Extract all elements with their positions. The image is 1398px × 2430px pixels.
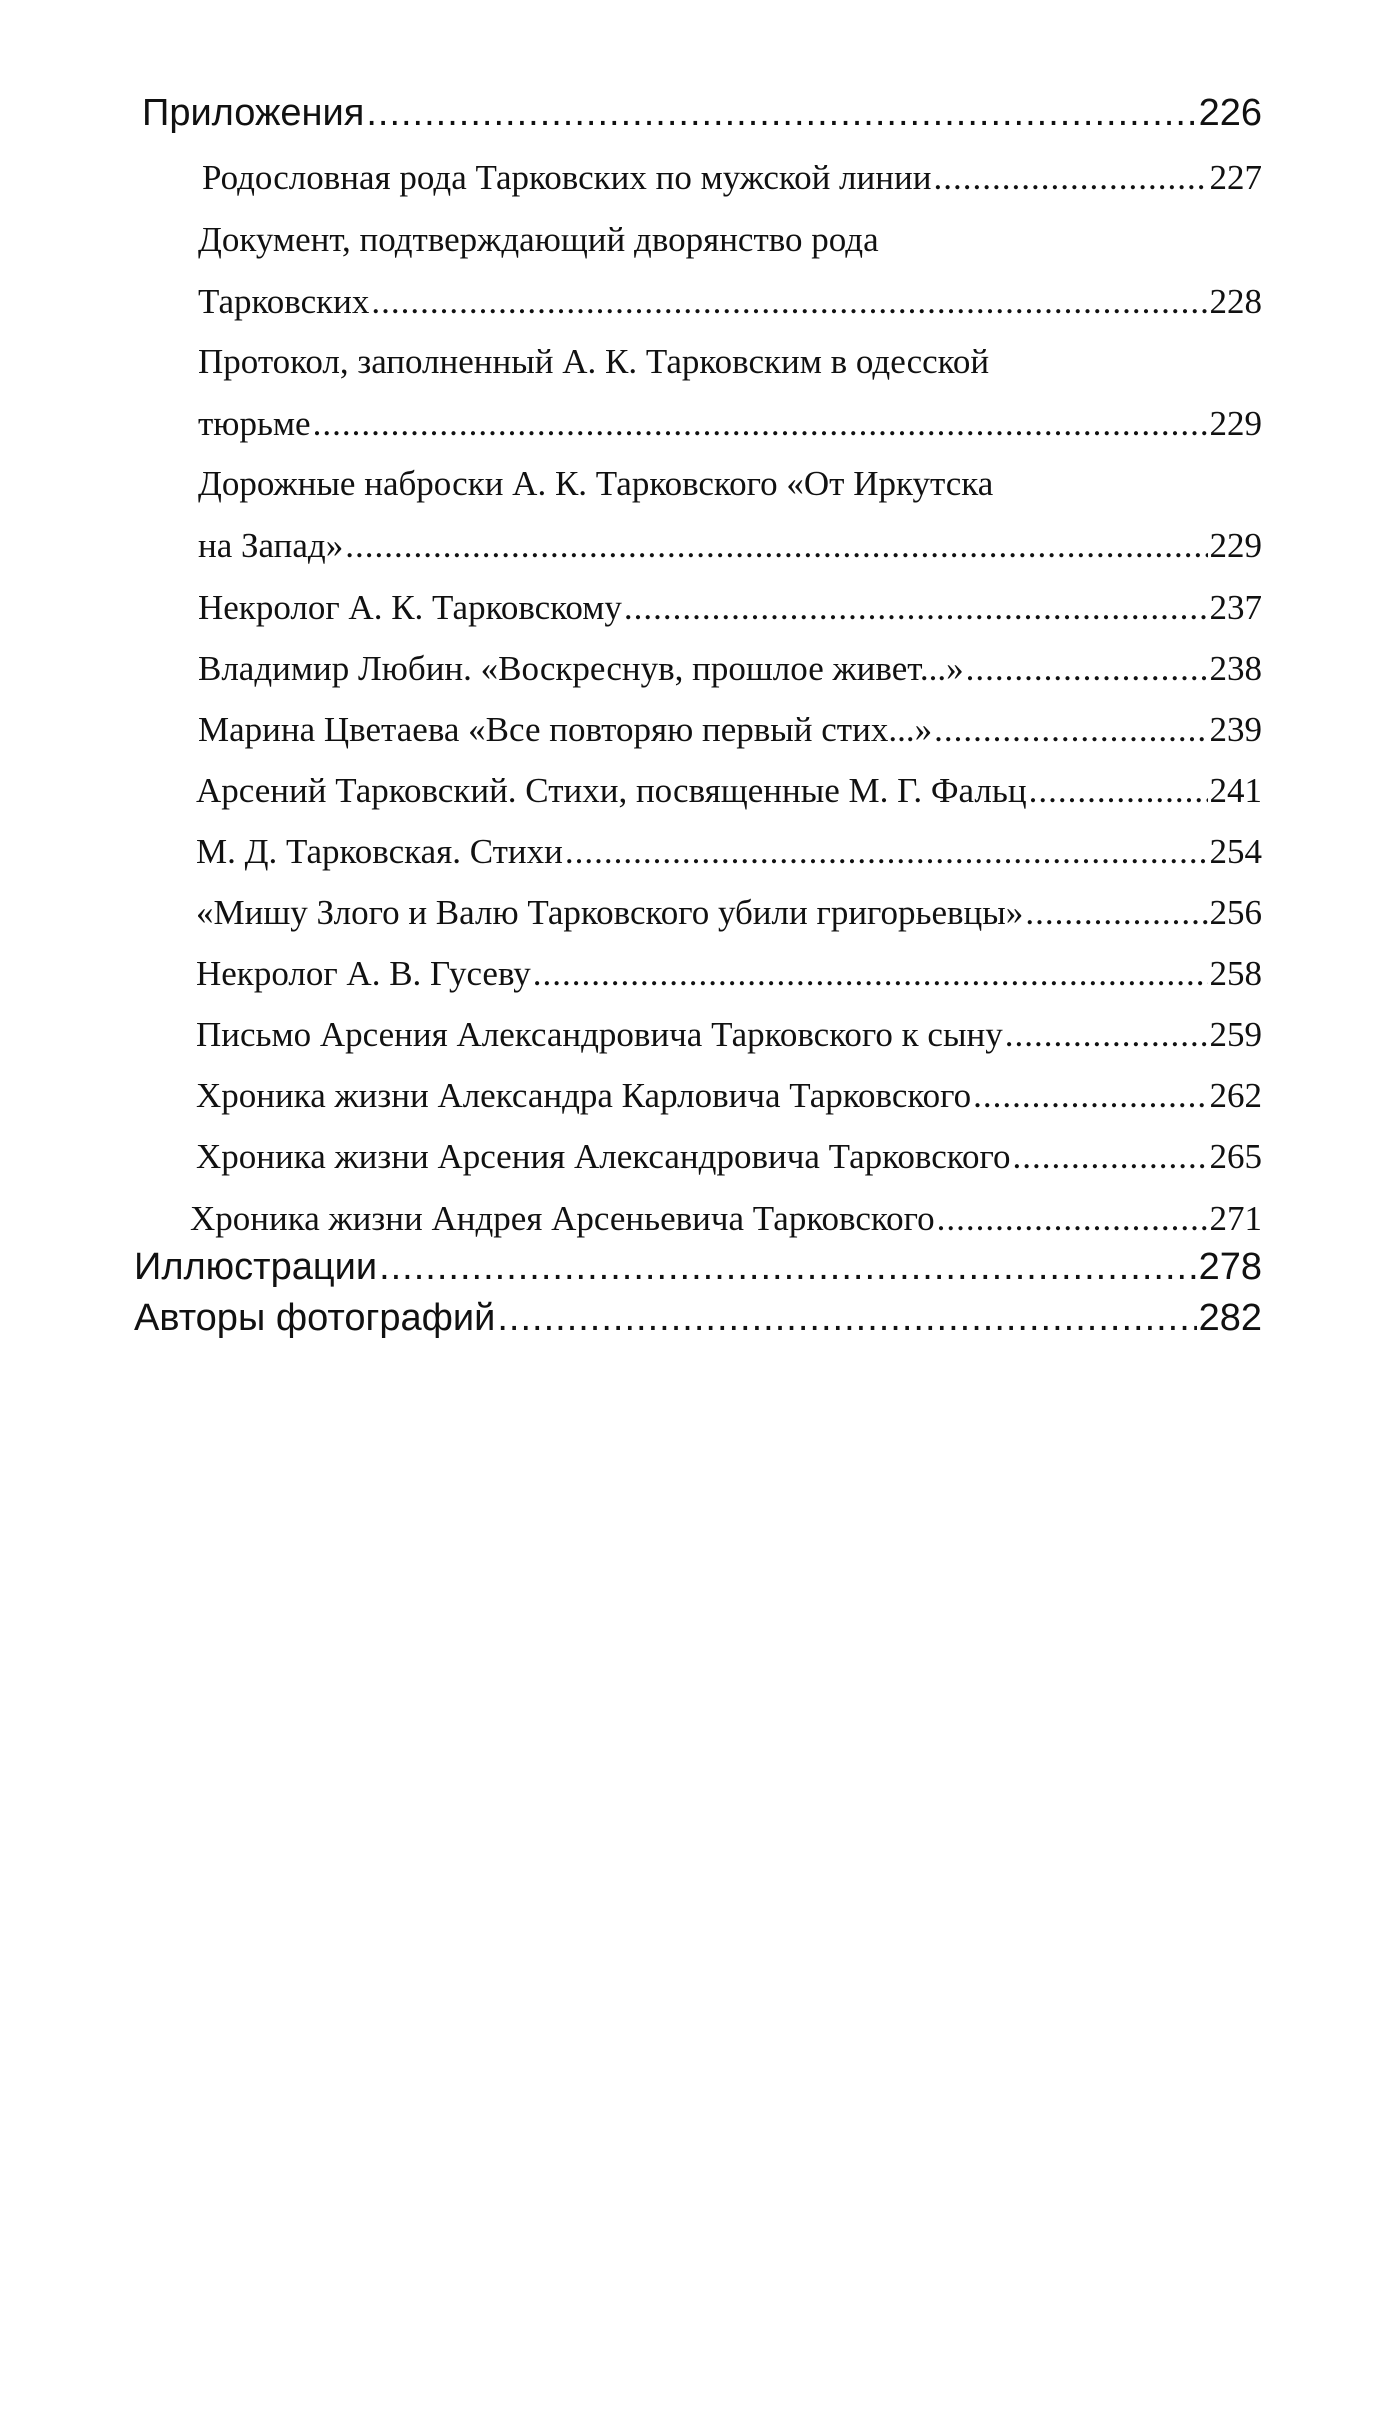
- toc-entry-page: 228: [1209, 282, 1262, 321]
- dot-leader: [533, 954, 1208, 994]
- toc-entry-appendices: [142, 92, 1262, 144]
- dot-leader: [379, 1246, 1197, 1289]
- toc-entry: [198, 588, 1262, 638]
- toc-entry-title: Авторы фотографий: [134, 1297, 496, 1339]
- dot-leader: [1025, 893, 1207, 933]
- toc-entry: [196, 1076, 1262, 1126]
- toc-entry-page: 271: [1209, 1199, 1262, 1238]
- toc-entry-page: 226: [1198, 92, 1262, 134]
- toc-entry: [202, 158, 1262, 208]
- toc-entry-title: Некролог А. К. Тарковскому: [198, 588, 622, 627]
- toc-entry-page: 265: [1209, 1137, 1262, 1176]
- toc-entry-page: 229: [1209, 404, 1262, 443]
- toc-entry: [196, 954, 1262, 1004]
- dot-leader: [1005, 1015, 1208, 1055]
- toc-entry-page: 238: [1209, 649, 1262, 688]
- dot-leader: [497, 1297, 1196, 1340]
- toc-entry: [198, 710, 1262, 760]
- toc-entry-title: Приложения: [142, 92, 365, 134]
- dot-leader: [973, 1076, 1207, 1116]
- dot-leader: [1029, 771, 1208, 811]
- toc-entry-title: М. Д. Тарковская. Стихи: [196, 832, 563, 871]
- toc-entry-title: Родословная рода Тарковских по мужской линии: [202, 158, 932, 197]
- toc-entry: [196, 1015, 1262, 1065]
- toc-entry-title: Некролог А. В. Гусеву: [196, 954, 531, 993]
- dot-leader: [366, 92, 1196, 135]
- dot-leader: [565, 832, 1208, 872]
- dot-leader: [371, 282, 1207, 322]
- toc-entry-line1: [198, 220, 1258, 270]
- toc-entry-line1: [198, 342, 1258, 392]
- toc-entry: [196, 771, 1262, 821]
- toc-entry-title: Дорожные наброски А. К. Тарковского «От Иркутска: [198, 464, 994, 503]
- toc-entry: [196, 1137, 1262, 1187]
- toc-entry-title: тюрьме: [198, 404, 311, 443]
- toc-entry-title: Документ, подтверждающий дворянство рода: [198, 220, 879, 259]
- toc-entry-title: Тарковских: [198, 282, 370, 321]
- toc-entry-title: Хроника жизни Александра Карловича Тарковского: [196, 1076, 972, 1115]
- toc-entry-page: 237: [1209, 588, 1262, 627]
- toc-entry-page: 262: [1209, 1076, 1262, 1115]
- toc-entry: [196, 832, 1262, 882]
- dot-leader: [313, 404, 1208, 444]
- toc-entry-page: 278: [1198, 1246, 1262, 1288]
- toc-entry-title: Хроника жизни Арсения Александровича Тарковского: [196, 1137, 1011, 1176]
- dot-leader: [966, 649, 1208, 689]
- toc-entry-page: 258: [1209, 954, 1262, 993]
- toc-entry-title: Марина Цветаева «Все повторяю первый стих...»: [198, 710, 933, 749]
- toc-entry-title: Хроника жизни Андрея Арсеньевича Тарковского: [190, 1199, 935, 1238]
- dot-leader: [1012, 1137, 1207, 1177]
- toc-entry-photo-authors: [134, 1297, 1262, 1349]
- toc-entry: [198, 526, 1262, 576]
- toc-entry-page: 229: [1209, 526, 1262, 565]
- toc-entry-line1: [198, 464, 1258, 514]
- toc-entry-title: Арсений Тарковский. Стихи, посвященные М. Г. Фальц: [196, 771, 1027, 810]
- toc-entry: [190, 1199, 1262, 1249]
- dot-leader: [624, 588, 1208, 628]
- dot-leader: [933, 158, 1207, 198]
- toc-entry-page: 239: [1209, 710, 1262, 749]
- toc-entry-title: на Запад»: [198, 526, 344, 565]
- toc-entry-page: 227: [1209, 158, 1262, 197]
- toc-entry-page: 282: [1198, 1297, 1262, 1339]
- toc-entry-illustrations: [134, 1246, 1262, 1298]
- toc-entry-title: Владимир Любин. «Воскреснув, прошлое живет...»: [198, 649, 964, 688]
- toc-entry-title: «Мишу Злого и Валю Тарковского убили григорьевцы»: [196, 893, 1024, 932]
- toc-entry-title: Письмо Арсения Александровича Тарковского к сыну: [196, 1015, 1003, 1054]
- toc-entry-page: 256: [1209, 893, 1262, 932]
- toc-entry: [196, 893, 1262, 943]
- toc-entry-page: 254: [1209, 832, 1262, 871]
- toc-entry: [198, 282, 1262, 332]
- dot-leader: [934, 710, 1207, 750]
- dot-leader: [345, 526, 1207, 566]
- toc-entry-page: 241: [1209, 771, 1262, 810]
- toc-entry-title: Протокол, заполненный А. К. Тарковским в одесской: [198, 342, 990, 381]
- toc-entry: [198, 404, 1262, 454]
- toc-entry-page: 259: [1209, 1015, 1262, 1054]
- toc-entry: [198, 649, 1262, 699]
- dot-leader: [937, 1199, 1208, 1239]
- toc-entry-title: Иллюстрации: [134, 1246, 378, 1288]
